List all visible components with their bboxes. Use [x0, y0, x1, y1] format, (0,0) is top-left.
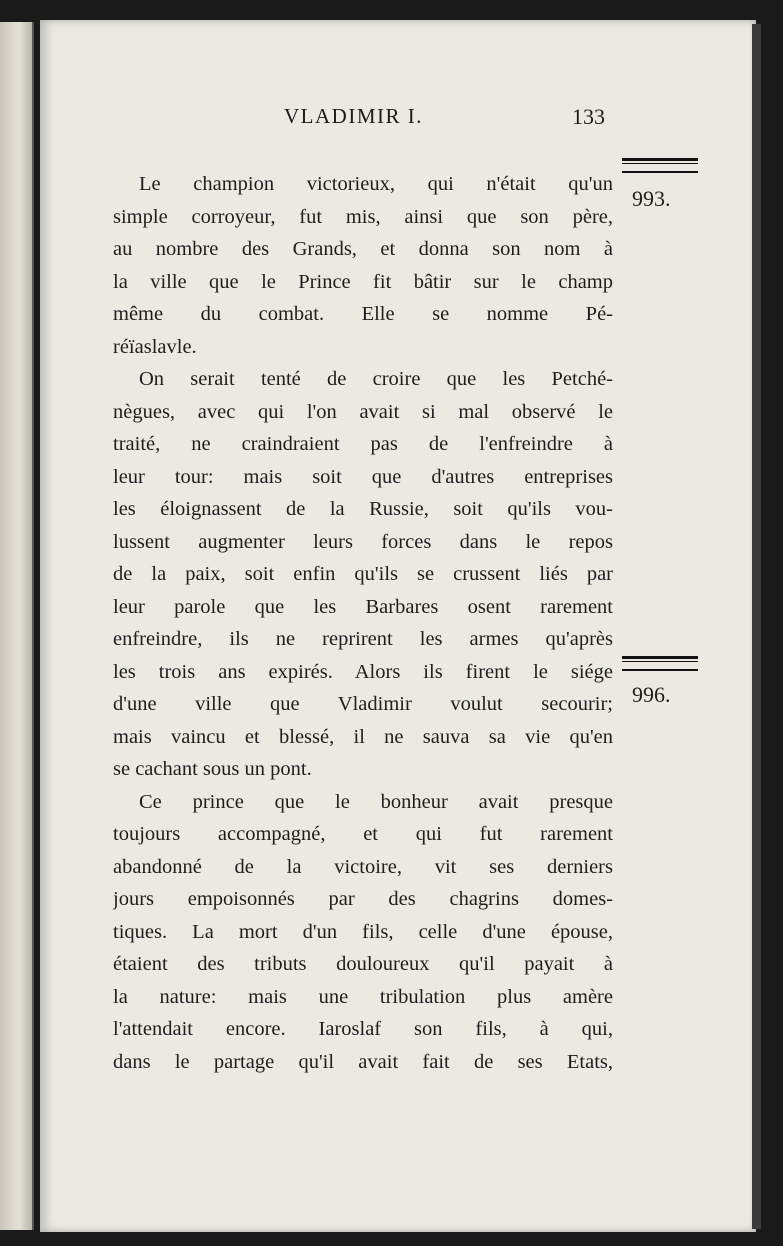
margin-year: 993. [632, 186, 671, 211]
text-line: étaient des tributs douloureux qu'il payait à [113, 953, 613, 975]
book-page [40, 20, 756, 1232]
text-line: d'une ville que Vladimir voulut secourir; [113, 693, 613, 715]
text-line: se cachant sous un pont. [113, 758, 312, 780]
text-line: toujours accompagné, et qui fut rarement [113, 823, 613, 845]
text-line: les trois ans expirés. Alors ils firent le siége [113, 660, 613, 683]
margin-year: 996. [632, 682, 671, 707]
page-header [40, 100, 756, 130]
text-line: On serait tenté de croire que les Petché- [139, 368, 613, 390]
text-line: même du combat. Elle se nomme Pé- [113, 303, 613, 325]
facing-page-edge [0, 22, 34, 1230]
book-fore-edge [752, 24, 761, 1229]
text-line: simple corroyeur, fut mis, ainsi que son père, [113, 205, 613, 228]
text-line: les éloignassent de la Russie, soit qu'ils vou- [113, 498, 613, 520]
text-line: abandonné de la victoire, vit ses derniers [113, 855, 613, 878]
text-line: l'attendait encore. Iaroslaf son fils, à qui, [113, 1018, 613, 1040]
text-line: mais vaincu et blessé, il ne sauva sa vie qu'en [113, 725, 613, 748]
text-line: traité, ne craindraient pas de l'enfreindre à [113, 433, 613, 455]
text-line: dans le partage qu'il avait fait de ses Etats, [113, 1050, 613, 1073]
text-line: la ville que le Prince fit bâtir sur le champ [113, 270, 613, 293]
text-line: réïaslavle. [113, 335, 197, 358]
text-line: de la paix, soit enfin qu'ils se crussent liés par [113, 563, 613, 585]
text-line: Ce prince que le bonheur avait presque [139, 790, 613, 813]
text-line: la nature: mais une tribulation plus amère [113, 985, 613, 1008]
text-line: jours empoisonnés par des chagrins domes- [113, 888, 613, 910]
text-line: nègues, avec qui l'on avait si mal observé le [113, 400, 613, 423]
text-line: leur parole que les Barbares osent rarement [113, 595, 613, 618]
margin-rule [622, 158, 698, 173]
text-line: au nombre des Grands, et donna son nom à [113, 238, 613, 260]
margin-rule [622, 656, 698, 671]
running-title: VLADIMIR I. [284, 104, 423, 128]
text-line: lussent augmenter leurs forces dans le repos [113, 530, 613, 553]
text-line: leur tour: mais soit que d'autres entreprises [113, 465, 613, 488]
text-line: enfreindre, ils ne reprirent les armes qu'après [113, 628, 613, 650]
text-line: tiques. La mort d'un fils, celle d'une épouse, [113, 920, 613, 943]
page-number: 133 [572, 104, 605, 129]
text-line: Le champion victorieux, qui n'était qu'un [139, 173, 613, 195]
body-text [113, 168, 613, 1078]
